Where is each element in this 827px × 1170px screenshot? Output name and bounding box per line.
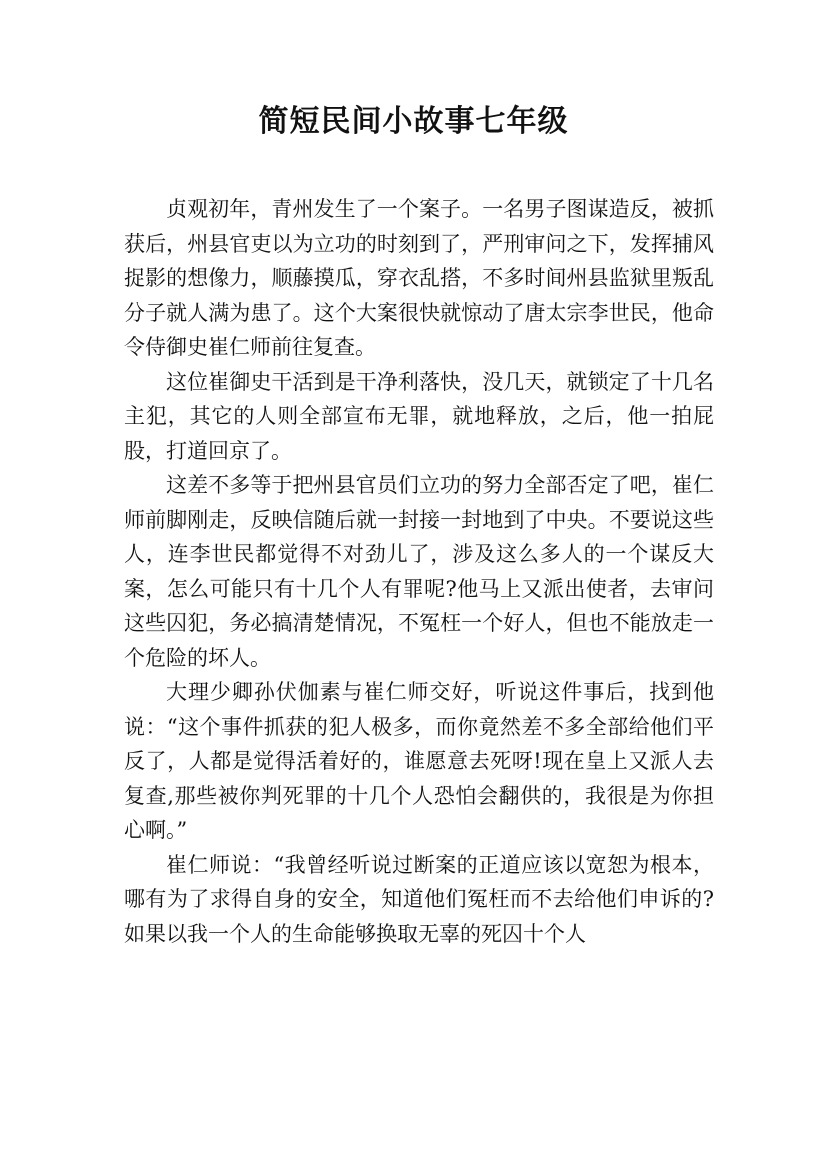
- paragraph: 这位崔御史干活到是干净利落快，没几天，就锁定了十几名主犯，其它的人则全部宣布无罪，就地释放，之后，他一拍屁股，打道回京了。: [124, 369, 714, 463]
- paragraph: 这差不多等于把州县官员们立功的努力全部否定了吧，崔仁师前脚刚走，反映信随后就一封接一封地到了中央。不要说这些人，连李世民都觉得不对劲儿了，涉及这么多人的一个谋反大案，怎么可能只有十几个人有罪呢?他马上又派出使者，去审问这些囚犯，务必搞清楚情况，不冤枉一个好人，但也不能放走一个危险的坏人。: [124, 473, 714, 670]
- paragraph: 贞观初年，青州发生了一个案子。一名男子图谋造反，被抓获后，州县官吏以为立功的时刻到了，严刑审问之下，发挥捕风捉影的想像力，顺藤摸瓜，穿衣乱搭，不多时间州县监狱里叛乱分子就人满为患了。这个大案很快就惊动了唐太宗李世民，他命令侍御史崔仁师前往复查。: [124, 197, 714, 359]
- document-title: 简短民间小故事七年级: [258, 104, 569, 139]
- document-body: [124, 192, 714, 951]
- paragraph: 崔仁师说：“我曾经听说过断案的正道应该以宽恕为根本，哪有为了求得自身的安全，知道他们冤枉而不去给他们申诉的?如果以我一个人的生命能够换取无辜的死囚十个人: [124, 852, 714, 946]
- paragraph: 大理少卿孙伏伽素与崔仁师交好，听说这件事后，找到他说：“这个事件抓获的犯人极多，而你竟然差不多全部给他们平反了，人都是觉得活着好的，谁愿意去死呀!现在皇上又派人去复查,那些被你判死罪的十几个人恐怕会翻供的，我很是为你担心啊。”: [124, 680, 714, 842]
